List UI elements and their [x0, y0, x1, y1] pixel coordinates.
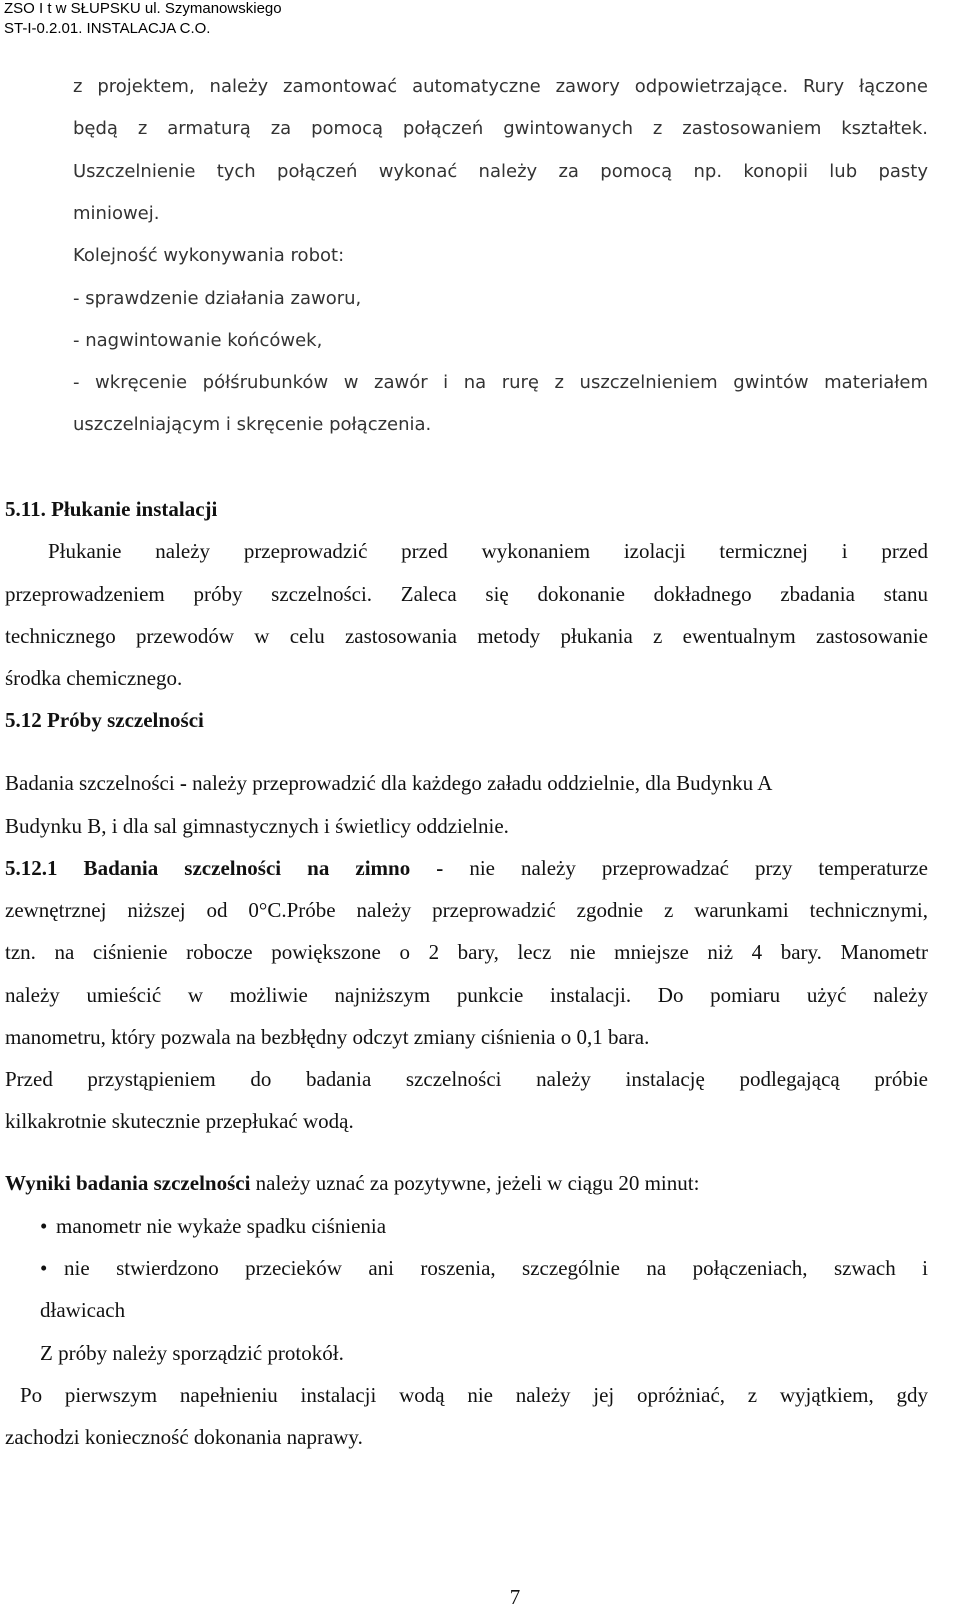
- section-heading: 5.12 Próby szczelności: [5, 708, 204, 732]
- text-line: Płukanie należy przeprowadzić przed wykonaniem izolacji termicznej i przed: [48, 539, 928, 563]
- work-order-title: Kolejność wykonywania robot:: [73, 245, 345, 266]
- text-line: [5, 770, 772, 796]
- text-line: należy umieścić w możliwie najniższym punkcie instalacji. Do pomiaru użyć należy: [5, 983, 928, 1007]
- text-line: [5, 855, 928, 881]
- text-run: -: [179, 771, 187, 795]
- section-heading: 5.11. Płukanie instalacji: [5, 497, 218, 521]
- running-header-line1: ZSO I t w SŁUPSKU ul. Szymanowskiego: [4, 0, 282, 17]
- text-line: tzn. na ciśnienie robocze powiększone o 2 bary, lecz nie mniejsze niż 4 bary. Manometr: [5, 940, 928, 964]
- text-line: zachodzi konieczność dokonania naprawy.: [5, 1425, 363, 1449]
- text-line: środka chemicznego.: [5, 666, 183, 690]
- text-line: Przed przystąpieniem do badania szczelności należy instalację podlegającą próbie: [5, 1067, 928, 1091]
- text-run: należy przeprowadzić dla każdego załadu oddzielnie, dla Budynku A: [186, 771, 773, 795]
- subsection-heading: 5.12.1 Badania szczelności na zimno -: [5, 856, 444, 880]
- work-step: - sprawdzenie działania zaworu,: [73, 288, 362, 309]
- bullet-icon: •: [40, 1214, 48, 1238]
- text-line: Po pierwszym napełnieniu instalacji wodą nie należy jej opróżniać, z wyjątkiem, gdy: [20, 1383, 928, 1407]
- text-line: zewnętrznej niższej od 0°C.Próbe należy przeprowadzić zgodnie z warunkami technicznymi,: [5, 898, 928, 922]
- page-number: 7: [509, 1585, 521, 1609]
- work-step: - nagwintowanie końcówek,: [73, 330, 323, 351]
- text-line: [5, 1170, 699, 1196]
- list-item-text: nie stwierdzono przecieków ani roszenia, szczególnie na połączeniach, szwach i: [64, 1256, 928, 1280]
- text-line: Budynku B, i dla sal gimnastycznych i świetlicy oddzielnie.: [5, 814, 509, 838]
- protocol-note: Z próby należy sporządzić protokół.: [40, 1341, 344, 1365]
- text-run: należy uznać za pozytywne, jeżeli w ciągu 20 minut:: [250, 1171, 700, 1195]
- text-line: miniowej.: [73, 203, 160, 224]
- running-header-line2: ST-I-0.2.01. INSTALACJA C.O.: [4, 20, 211, 37]
- bullet-icon: •: [40, 1256, 48, 1280]
- results-heading: Wyniki badania szczelności: [5, 1171, 251, 1195]
- text-line: manometru, który pozwala na bezbłędny odczyt zmiany ciśnienia o 0,1 bara.: [5, 1025, 650, 1049]
- text-line: przeprowadzeniem próby szczelności. Zaleca się dokonanie dokładnego zbadania stanu: [5, 582, 928, 606]
- text-line: Uszczelnienie tych połączeń wykonać należy za pomocą np. konopii lub pasty: [73, 161, 928, 182]
- list-item-text: manometr nie wykaże spadku ciśnienia: [56, 1214, 387, 1238]
- text-line: będą z armaturą za pomocą połączeń gwintowanych z zastosowaniem kształtek.: [73, 118, 928, 139]
- text-line: kilkakrotnie skutecznie przepłukać wodą.: [5, 1109, 354, 1133]
- work-step: uszczelniającym i skręcenie połączenia.: [73, 414, 432, 435]
- text-line: z projektem, należy zamontować automatyczne zawory odpowietrzające. Rury łączone: [73, 76, 928, 97]
- text-run: Badania szczelności: [5, 771, 180, 795]
- text-line: technicznego przewodów w celu zastosowania metody płukania z ewentualnym zastosowanie: [5, 624, 928, 648]
- list-item-text: dławicach: [40, 1298, 126, 1322]
- work-step: - wkręcenie półśrubunków w zawór i na rurę z uszczelnieniem gwintów materiałem: [73, 372, 928, 393]
- text-run: nie należy przeprowadzać przy temperaturze: [443, 856, 928, 880]
